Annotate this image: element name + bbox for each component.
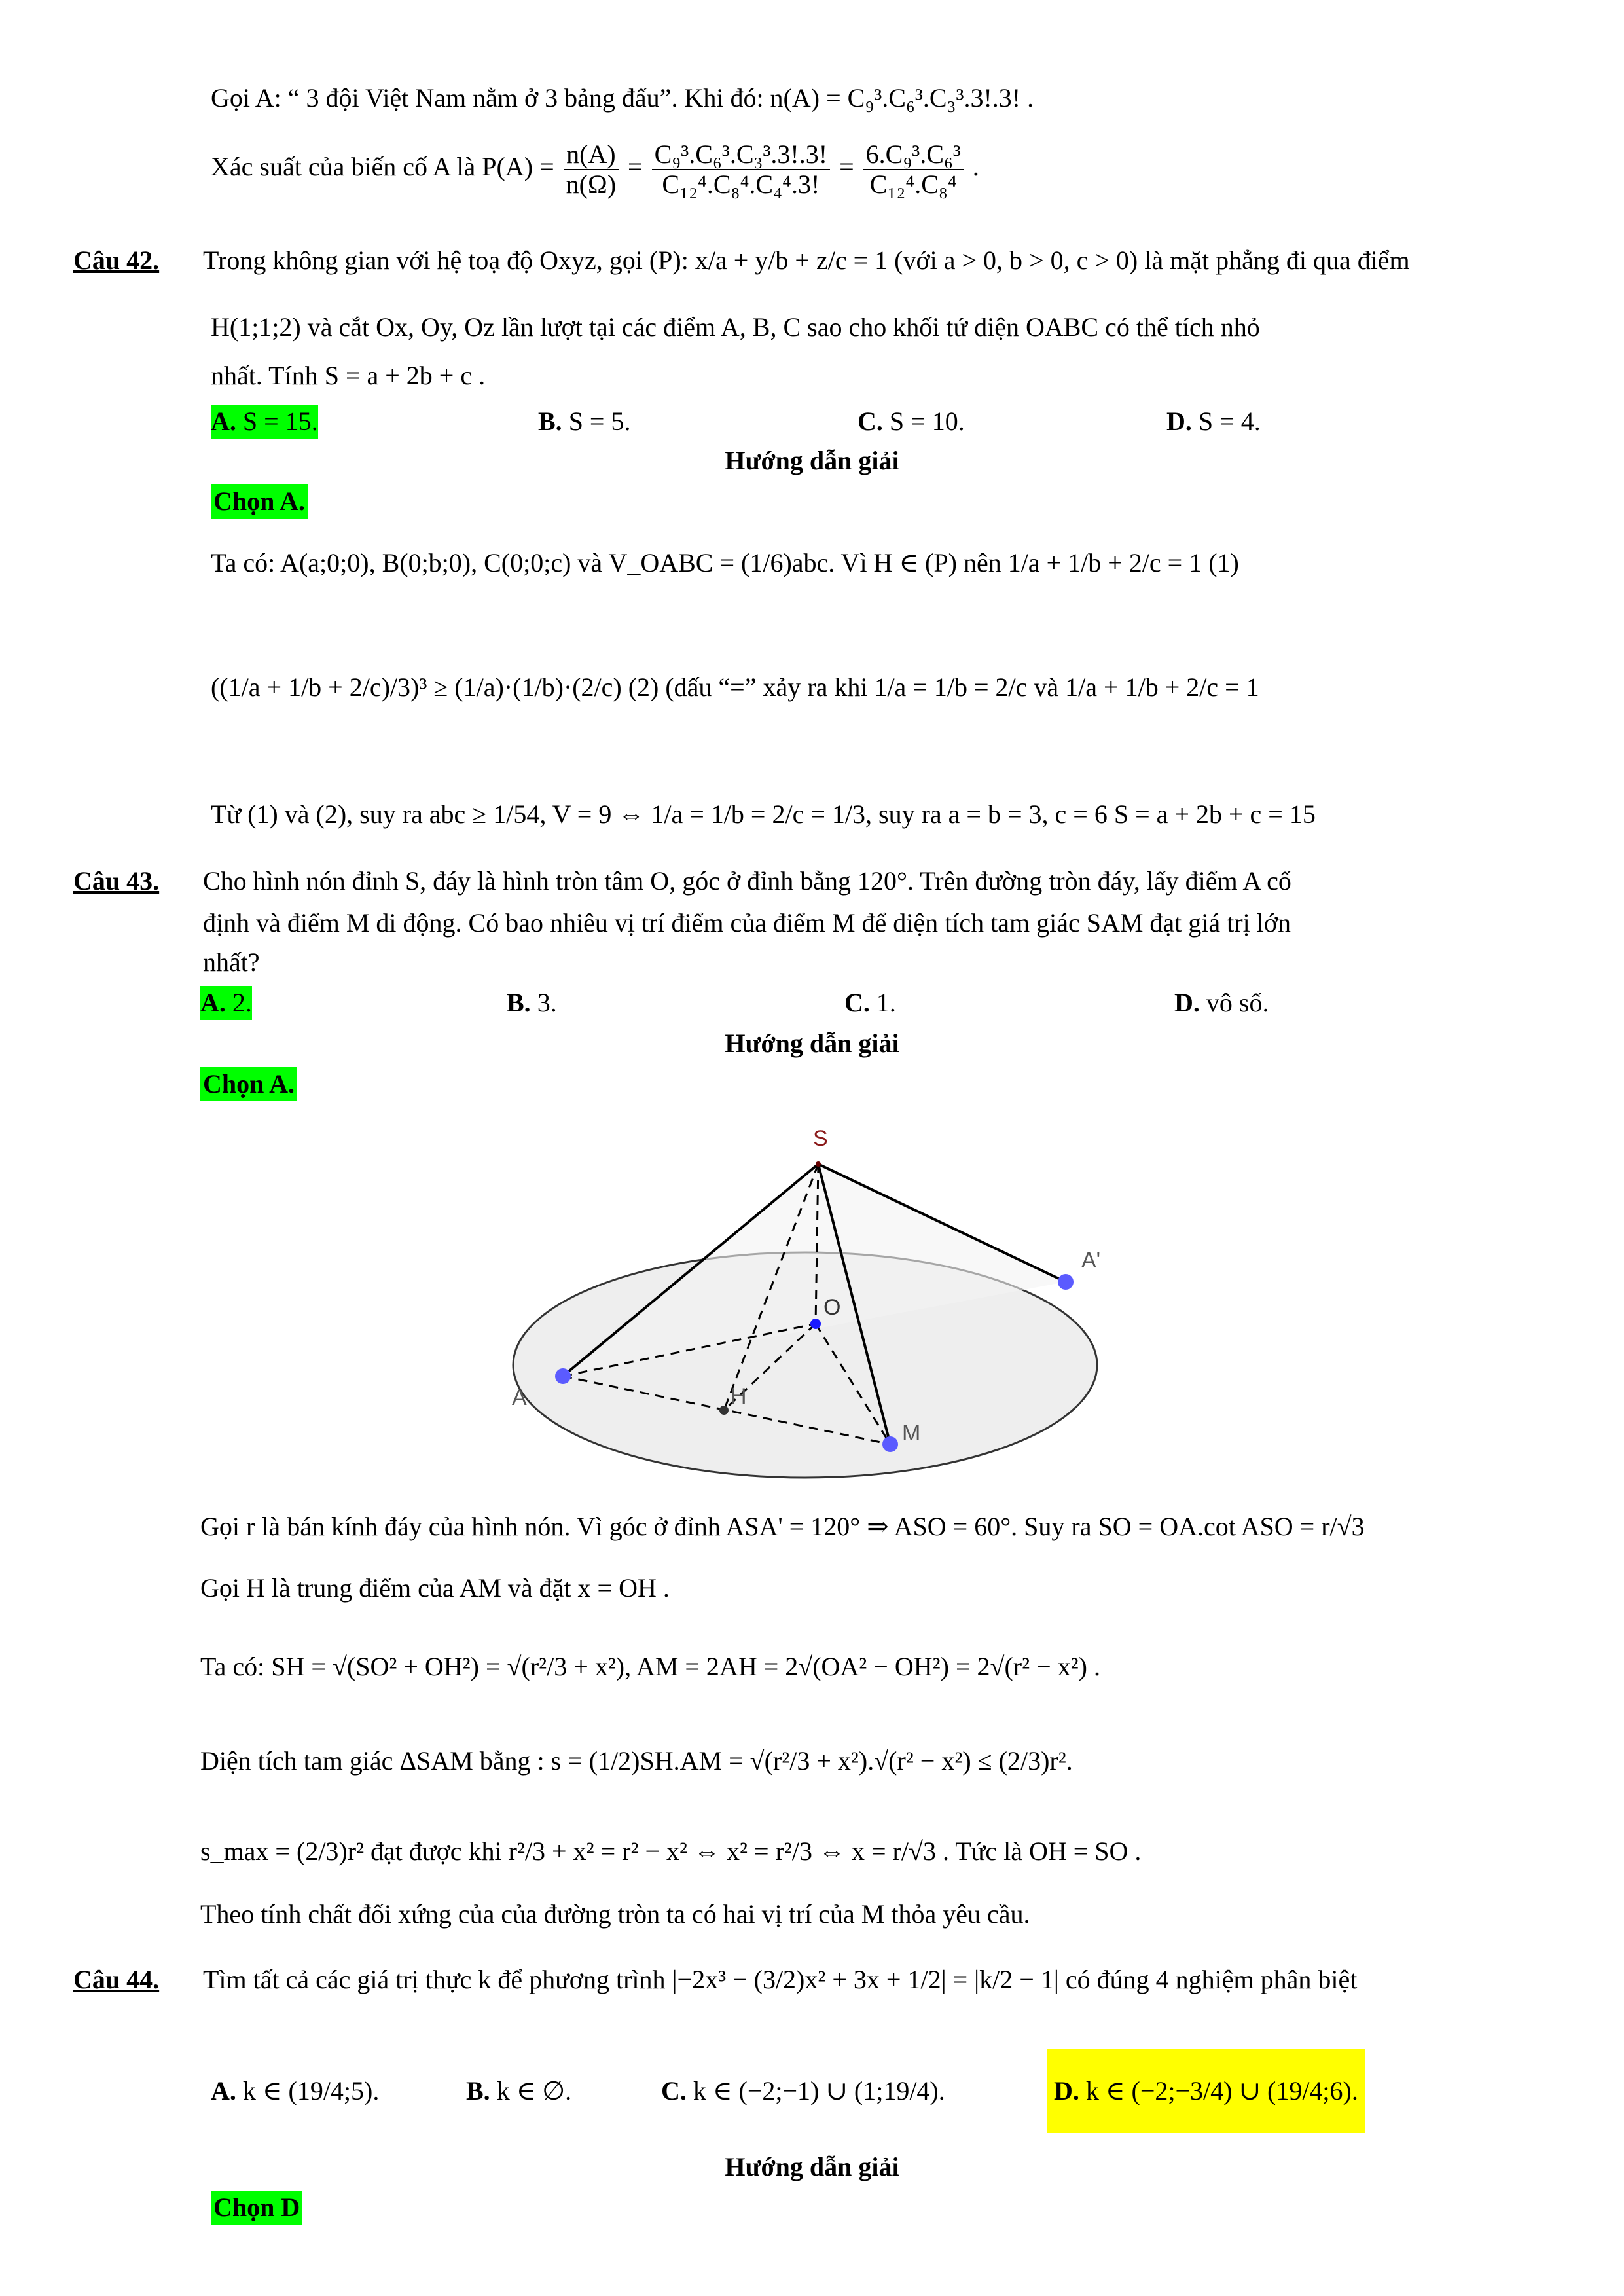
question-42-guide-heading: Hướng dẫn giải — [725, 446, 899, 475]
label-s: S — [813, 1126, 828, 1151]
point-a-prime — [1058, 1274, 1074, 1290]
question-43-solution-4: Diện tích tam giác ΔSAM bằng : s = (1/2)SH.AM = √(r²/3 + x²).√(r² − x²) ≤ (2/3)r². — [200, 1746, 1073, 1776]
question-42-option-c: C. S = 10. — [857, 407, 965, 436]
question-42-solution-1: Ta có: A(a;0;0), B(0;b;0), C(0;0;c) và V_OABC = (1/6)abc. Vì H ∈ (P) nên 1/a + 1/b + 2/c = 1 (1) — [211, 548, 1239, 577]
label-m: M — [902, 1421, 921, 1446]
cone-figure — [497, 1120, 1126, 1486]
intro-line-1: Gọi A: “ 3 đội Việt Nam nằm ở 3 bảng đấu”. Khi đó: n(A) = C₉³.C₆³.C₃³.3!.3! . — [211, 83, 1034, 113]
point-o — [810, 1319, 821, 1329]
point-m — [882, 1436, 898, 1452]
intro-line-2-prefix: Xác suất của biến cố A là P(A) = — [211, 152, 554, 181]
question-42-text-1: Trong không gian với hệ toạ độ Oxyz, gọi (P): x/a + y/b + z/c = 1 (với a > 0, b > 0, c > 0) là mặt phẳng đi qua điểm — [203, 246, 1410, 275]
question-43-solution-1: Gọi r là bán kính đáy của hình nón. Vì góc ở đỉnh ASA' = 120° ⇒ ASO = 60°. Suy ra SO = OA.cot ASO = r/√3 — [200, 1512, 1365, 1541]
question-44-choice: Chọn D — [211, 2191, 302, 2225]
question-44-option-b: B. k ∈ ∅. — [466, 2076, 572, 2105]
question-44-option-c: C. k ∈ (−2;−1) ∪ (1;19/4). — [661, 2076, 945, 2105]
label-a: A — [512, 1385, 527, 1410]
question-44-label: Câu 44. — [73, 1965, 160, 1994]
question-42-choice: Chọn A. — [211, 484, 308, 519]
question-43-solution-2: Gọi H là trung điểm của AM và đặt x = OH . — [200, 1573, 670, 1603]
question-43-option-a: A. 2. — [200, 986, 252, 1020]
fraction: $\frac{\text{6.C₉³.C₆³}}{\text{C₁₂⁴.C₈⁴}}$ — [863, 140, 964, 199]
question-43-solution-3: Ta có: SH = √(SO² + OH²) = √(r²/3 + x²), AM = 2AH = 2√(OA² − OH²) = 2√(r² − x²) . — [200, 1652, 1100, 1681]
label-h: H — [731, 1384, 747, 1409]
fraction: $\frac{\text{C₉³.C₆³.C₃³.3!.3!}}{\text{C₁₂⁴.C₈⁴.C₄⁴.3!}}$ — [652, 140, 831, 199]
question-42-option-d: D. S = 4. — [1166, 407, 1261, 436]
question-43-option-d: D. vô số. — [1174, 988, 1269, 1017]
question-42-option-b: B. S = 5. — [538, 407, 631, 436]
point-h — [719, 1406, 729, 1415]
question-43-guide-heading: Hướng dẫn giải — [725, 1029, 899, 1058]
question-43-choice: Chọn A. — [200, 1067, 297, 1101]
question-44-option-a: A. k ∈ (19/4;5). — [211, 2076, 380, 2105]
question-43-option-c: C. 1. — [844, 988, 896, 1017]
question-43-text-1: Cho hình nón đỉnh S, đáy là hình tròn tâm O, góc ở đỉnh bằng 120°. Trên đường tròn đáy, lấy điểm A cố — [203, 866, 1291, 896]
question-42-solution-2: ((1/a + 1/b + 2/c)/3)³ ≥ (1/a)·(1/b)·(2/c) (2) (dấu “=” xảy ra khi 1/a = 1/b = 2/c và 1/a + 1/b + 2/c = 1 — [211, 672, 1259, 702]
question-44-guide-heading: Hướng dẫn giải — [725, 2152, 899, 2181]
intro-line-2: Xác suất của biến cố A là P(A) = $\frac{n(A)}{n(\Omega)}$ = $\frac{\text{C₉³.C₆³.C₃³.3!.3!}}{\text{C₁₂⁴.C₈⁴.C₄⁴.3!}}$ = $\frac{\text{6.C₉³.C₆³}}{\text{C₁₂⁴.C₈⁴}}$ . — [211, 139, 979, 199]
question-42-label: Câu 42. — [73, 246, 160, 275]
point-a — [555, 1368, 571, 1384]
question-43-text-3: nhất? — [203, 947, 260, 977]
question-43-text-2: định và điểm M di động. Có bao nhiêu vị trí điểm của điểm M để diện tích tam giác SAM đạt giá trị lớn — [203, 908, 1291, 938]
label-a-prime: A' — [1081, 1248, 1101, 1273]
point-s — [816, 1161, 821, 1167]
question-43-solution-5: s_max = (2/3)r² đạt được khi r²/3 + x² = r² − x² ⇔ x² = r²/3 ⇔ x = r/√3 . Tức là OH = SO . — [200, 1836, 1142, 1866]
question-42-option-a: A. S = 15. — [211, 405, 318, 439]
question-43-solution-6: Theo tính chất đối xứng của của đường tròn ta có hai vị trí của M thỏa yêu cầu. — [200, 1899, 1030, 1929]
label-o: O — [823, 1295, 841, 1320]
question-44-option-d: D. k ∈ (−2;−3/4) ∪ (19/4;6). — [1047, 2049, 1365, 2133]
question-43-label: Câu 43. — [73, 866, 160, 896]
fraction: $\frac{n(A)}{n(\Omega)}$ — [564, 140, 619, 199]
question-42-solution-3: Từ (1) và (2), suy ra abc ≥ 1/54, V = 9 ⇔ 1/a = 1/b = 2/c = 1/3, suy ra a = b = 3, c = 6 S = a + 2b + c = 15 — [211, 799, 1316, 829]
question-43-option-b: B. 3. — [507, 988, 557, 1017]
question-42-text-2: H(1;1;2) và cắt Ox, Oy, Oz lần lượt tại các điểm A, B, C sao cho khối tứ diện OABC có thể tích nhỏ — [211, 312, 1260, 342]
question-42-text-3: nhất. Tính S = a + 2b + c . — [211, 361, 486, 390]
question-44-text-1: Tìm tất cả các giá trị thực k để phương trình |−2x³ − (3/2)x² + 3x + 1/2| = |k/2 − 1| có đúng 4 nghiệm phân biệt — [203, 1965, 1358, 1994]
